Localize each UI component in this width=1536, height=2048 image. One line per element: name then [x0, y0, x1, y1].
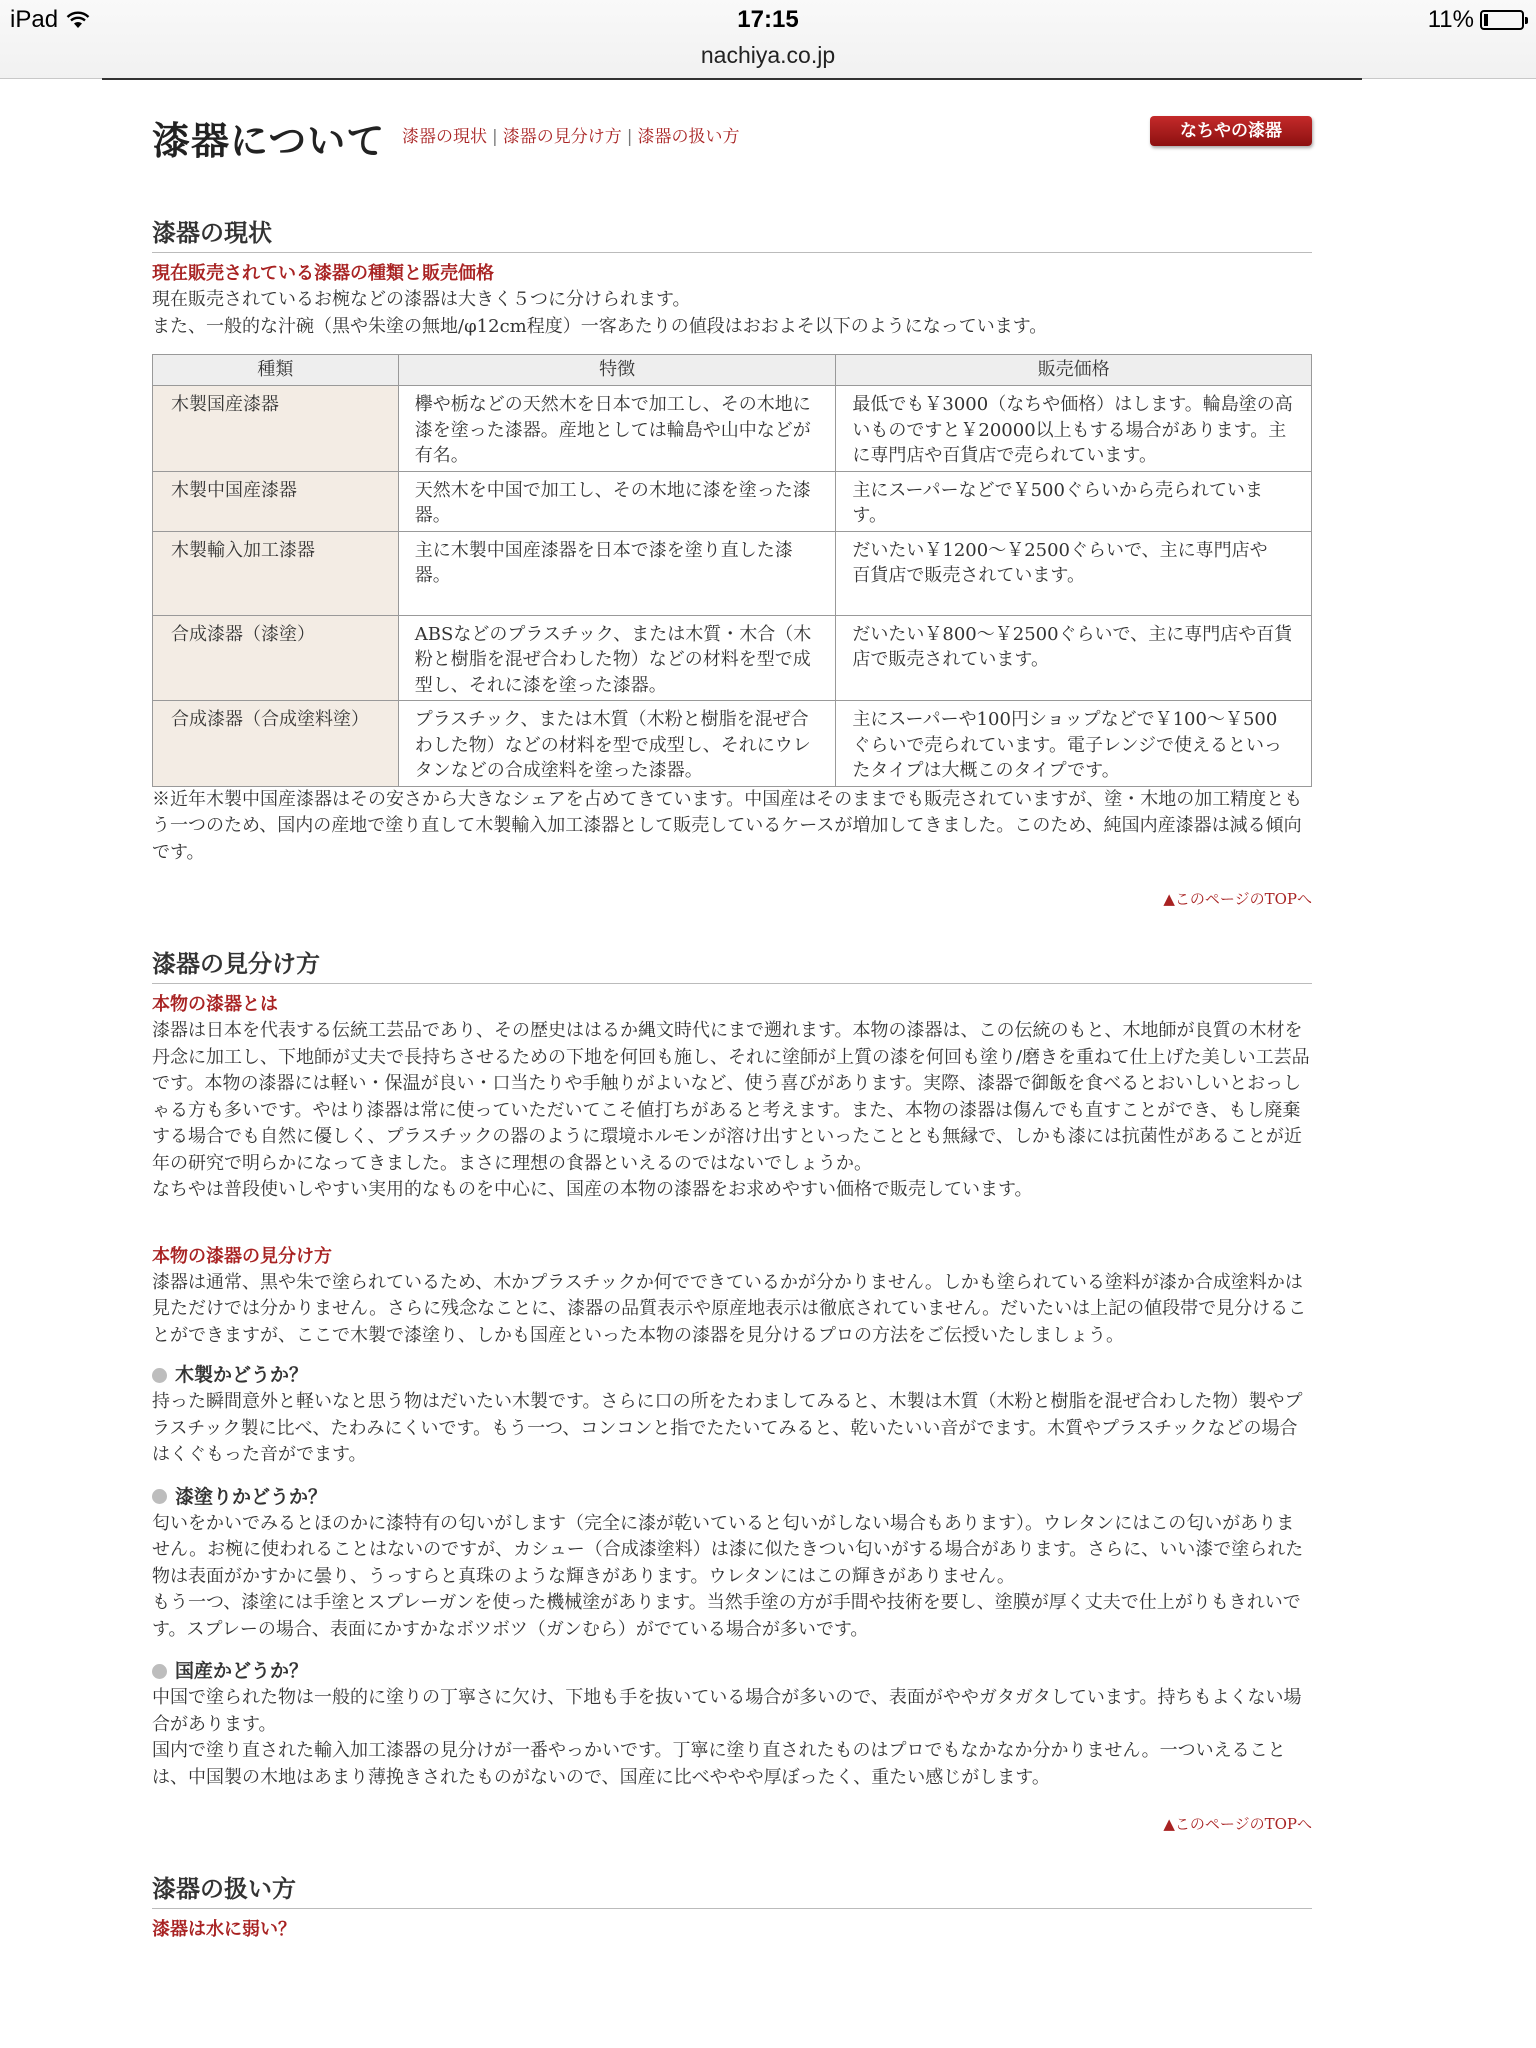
- question-domestic: [152, 1657, 1312, 1685]
- bullet-dot-icon: [152, 1368, 167, 1383]
- cell-price: だいたい￥1200〜￥2500ぐらいで、主に専門店や 百貨店で販売されています。: [836, 531, 1312, 615]
- section-heading-care: 漆器の扱い方: [152, 1874, 1312, 1909]
- cell-features: 天然木を中国で加工し、その木地に漆を塗った漆器。: [398, 471, 836, 531]
- column-header-price: 販売価格: [836, 355, 1312, 386]
- cell-price: 主にスーパーや100円ショップなどで￥100〜￥500ぐらいで売られています。電子レンジで使えるといったタイプは大概このタイプです。: [836, 701, 1312, 787]
- paragraph-how-to-identify: 漆器は通常、黒や朱で塗られているため、木かプラスチックか何でできているかが分かりません。しかも塗られている塗料が漆か合成塗料かは見ただけでは分かりません。さらに残念なことに、漆器の品質表示や原産地表示は徹底されていません。だいたいは上記の値段帯で見分けることができますが、ここで木製で漆塗り、しかも国産といった本物の漆器を見分けるプロの方法をご伝授いたしましょう。: [152, 1271, 1307, 1346]
- question-wooden: [152, 1361, 1312, 1389]
- cell-type: 木製輸入加工漆器: [153, 531, 399, 615]
- cell-type: 木製国産漆器: [153, 386, 399, 472]
- cell-features: 欅や栃などの天然木を日本で加工し、その木地に漆を塗った漆器。産地としては輪島や山中などが有名。: [398, 386, 836, 472]
- answer-wooden: 持った瞬間意外と軽いなと思う物はだいたい木製です。さらに口の所をたわましてみると、木製は木質（木粉と樹脂を混ぜ合わした物）製やプラスチック製に比べ、たわみにくいです。もう一つ、コンコンと指でたたいてみると、乾いたいい音がでます。木質やプラスチックなどの場合はくぐもった音がでます。: [152, 1391, 1303, 1465]
- page-header: [152, 80, 1312, 188]
- table-row: [153, 531, 1312, 615]
- battery-percent: 11%: [1427, 6, 1474, 33]
- battery-icon: [1480, 10, 1524, 30]
- main-content: [152, 80, 1312, 1943]
- nav-link-care[interactable]: 漆器の扱い方: [637, 127, 740, 147]
- price-table: [152, 354, 1312, 787]
- table-row: [153, 615, 1312, 701]
- table-footnote: ※近年木製中国産漆器はその安さから大きなシェアを占めてきています。中国産はそのままでも販売されていますが、塗・木地の加工精度ともう一つのため、国内の産地で塗り直して木製輸入加工漆器として販売しているケースが増加してきました。このため、純国内産漆器は減る傾向です。: [152, 788, 1303, 863]
- cell-type: 木製中国産漆器: [153, 471, 399, 531]
- table-row: [153, 701, 1312, 787]
- bullet-dot-icon: [152, 1664, 167, 1679]
- answer-lacquer-2: もう一つ、漆塗には手塗とスプレーガンを使った機械塗があります。当然手塗の方が手間や技術を要し、塗膜が厚く丈夫で仕上がりもきれいです。スプレーの場合、表面にかすかなボツボツ（ガンむら）がでている場合が多いです。: [152, 1592, 1301, 1640]
- back-to-top-link[interactable]: ▲このページのTOPへ: [1163, 890, 1312, 908]
- cell-price: 最低でも￥3000（なちや価格）はします。輪島塗の高いものですと￥20000以上もする場合があります。主に専門店や百貨店で売られています。: [836, 386, 1312, 472]
- subheading-types-prices: 現在販売されている漆器の種類と販売価格: [152, 263, 494, 284]
- intro-text-1: 現在販売されているお椀などの漆器は大きく５つに分けられます。: [152, 289, 691, 310]
- page-nav: 漆器の現状 | 漆器の見分け方 | 漆器の扱い方: [402, 127, 740, 147]
- answer-domestic-2: 国内で塗り直された輸入加工漆器の見分けが一番やっかいです。丁寧に塗り直されたものはプロでもなかなか分かりません。一ついえることは、中国製の木地はあまり薄挽きされたものがないので、国産に比べややや厚ぼったく、重たい感じがします。: [152, 1740, 1286, 1788]
- cell-features: プラスチック、または木質（木粉と樹脂を混ぜ合わした物）などの材料を型で成型し、それにウレタンなどの合成塗料を塗った漆器。: [398, 701, 836, 787]
- cell-type: 合成漆器（漆塗）: [153, 615, 399, 701]
- column-header-features: 特徴: [398, 355, 836, 386]
- page-title: 漆器について: [152, 118, 386, 163]
- address-bar-url[interactable]: nachiya.co.jp: [700, 42, 836, 68]
- question-lacquer: [152, 1483, 1312, 1511]
- subheading-water: 漆器は水に弱い？: [152, 1919, 296, 1940]
- paragraph-real-lacquer: 漆器は日本を代表する伝統工芸品であり、その歴史ははるか縄文時代にまで遡れます。本物の漆器は、この伝統のもと、木地師が良質の木材を丹念に加工し、下地師が丈夫で長持ちさせるための下地を何回も施し、それに塗師が上質の漆を何回も塗り/磨きを重ねて仕上げた美しい工芸品です。本物の漆器には軽い・保温が良い・口当たりや手触りがよいなど、使う喜びがあります。実際、漆器で御飯を食べるとおいしいとおっしゃる方も多いです。やはり漆器は常に使っていただいてこそ値打ちがあると考えます。また、本物の漆器は傷んでも直すことができ、もし廃棄する場合でも自然に優しく、プラスチックの器のように環境ホルモンが溶け出すといったこととも無縁で、しかも漆には抗菌性があることが近年の研究で明らかになってきました。まさに理想の食器といえるのではないでしょうか。: [152, 1020, 1310, 1174]
- section-heading-identify: 漆器の見分け方: [152, 949, 1312, 984]
- table-header-row: [153, 355, 1312, 386]
- subheading-how-to-identify: 本物の漆器の見分け方: [152, 1245, 332, 1267]
- section-heading-current: 漆器の現状: [152, 218, 1312, 253]
- intro-text-2: また、一般的な汁碗（黒や朱塗の無地/φ12cm程度）一客あたりの値段はおおよそ以下のようになっています。: [152, 315, 1048, 337]
- cell-type: 合成漆器（合成塗料塗）: [153, 701, 399, 787]
- nav-link-current[interactable]: 漆器の現状: [402, 127, 487, 147]
- nachiya-lacquerware-button[interactable]: なちやの漆器: [1150, 116, 1312, 146]
- cell-features: 主に木製中国産漆器を日本で漆を塗り直した漆器。: [398, 531, 836, 615]
- question-domestic-label: 国産かどうか？: [175, 1660, 309, 1682]
- device-name: iPad: [10, 6, 59, 33]
- question-lacquer-label: 漆塗りかどうか？: [175, 1485, 328, 1508]
- bullet-dot-icon: [152, 1489, 167, 1504]
- clock: 17:15: [737, 6, 799, 33]
- answer-domestic-1: 中国で塗られた物は一般的に塗りの丁寧さに欠け、下地も手を抜いている場合が多いので、表面がややガタガタしています。持ちもよくない場合があります。: [152, 1687, 1302, 1735]
- paragraph-nachiya: なちやは普段使いしやすい実用的なものを中心に、国産の本物の漆器をお求めやすい価格で販売しています。: [152, 1179, 1033, 1200]
- column-header-type: 種類: [153, 355, 399, 386]
- nav-link-identify[interactable]: 漆器の見分け方: [502, 127, 622, 147]
- table-row: [153, 386, 1312, 472]
- cell-features: ABSなどのプラスチック、または木質・木合（木粉と樹脂を混ぜ合わした物）などの材料を型で成型し、それに漆を塗った漆器。: [398, 615, 836, 701]
- subheading-real-lacquer: 本物の漆器とは: [152, 994, 278, 1015]
- table-row: [153, 471, 1312, 531]
- cell-price: だいたい￥800〜￥2500ぐらいで、主に専門店や百貨店で販売されています。: [836, 615, 1312, 701]
- back-to-top-link[interactable]: ▲このページのTOPへ: [1163, 1815, 1312, 1833]
- cell-price: 主にスーパーなどで￥500ぐらいから売られています。: [836, 471, 1312, 531]
- question-wooden-label: 木製かどうか？: [175, 1364, 309, 1386]
- answer-lacquer-1: 匂いをかいでみるとほのかに漆特有の匂いがします（完全に漆が乾いていると匂いがしない場合もあります）。ウレタンにはこの匂いがありません。お椀に使われることはないのですが、カシュー（合成漆塗料）は漆に似たきつい匂いがする場合があります。さらに、いい漆で塗られた物は表面がかすかに曇り、うっすらと真珠のような輝きがあります。ウレタンにはこの輝きがありません。: [152, 1512, 1304, 1587]
- status-right: [1428, 6, 1524, 34]
- status-bar: [0, 0, 1536, 79]
